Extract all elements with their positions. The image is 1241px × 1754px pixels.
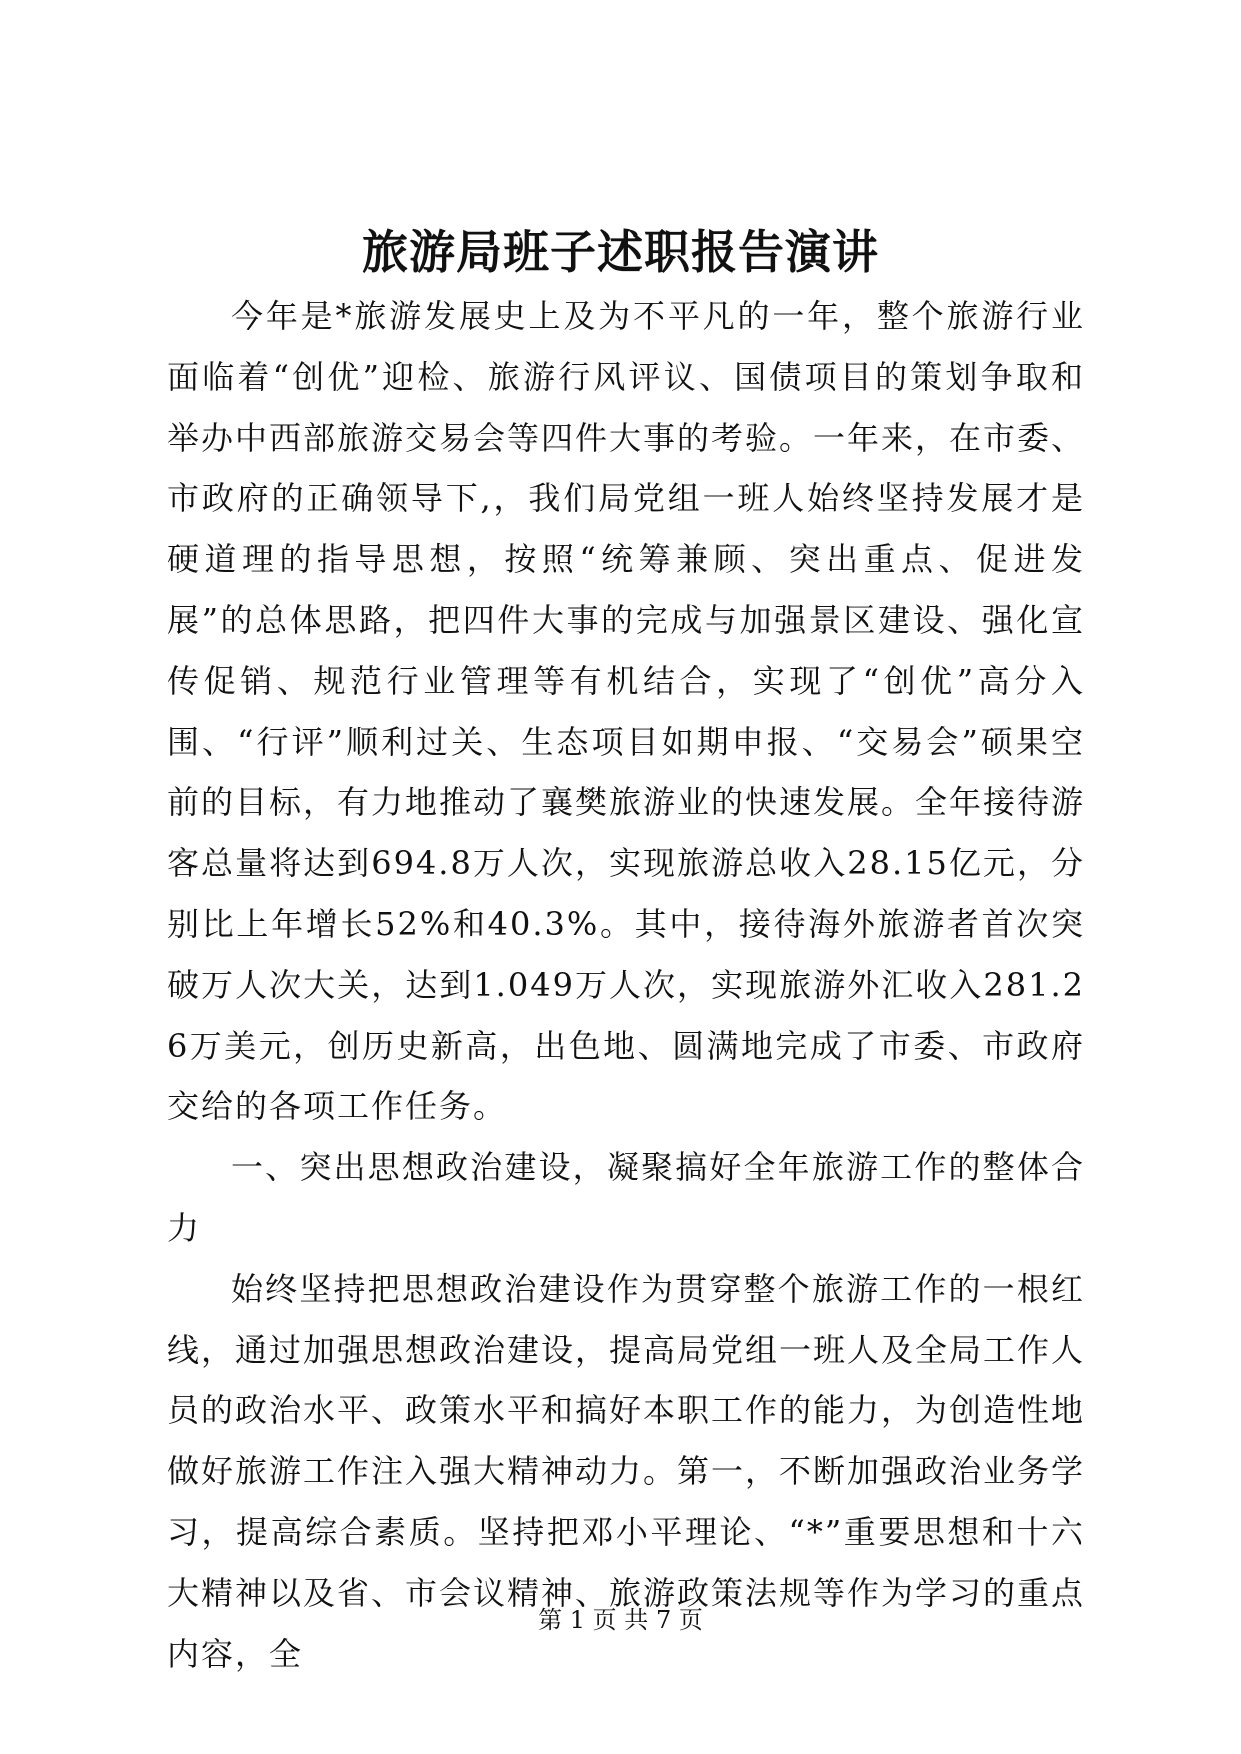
page-footer: 第 1 页 共 7 页 [538, 1606, 703, 1634]
paragraph-section-1: 始终坚持把思想政治建设作为贯穿整个旅游工作的一根红线，通过加强思想政治建设，提高局党组一班人及全局工作人员的政治水平、政策水平和搞好本职工作的能力，为创造性地做好旅游工作注入强大精神动力。第一，不断加强政治业务学习，提高综合素质。坚持把邓小平理论、“*”重要思想和十六大精神以及省、市会议精神、旅游政策法规等作为学习的重点内容，全 [167, 1269, 1086, 1673]
section-heading-1: 一、突出思想政治建设，凝聚搞好全年旅游工作的整体合力 [167, 1148, 1085, 1247]
document-title: 旅游局班子述职报告演讲 [362, 225, 879, 279]
paragraph-intro: 今年是*旅游发展史上及为不平凡的一年，整个旅游行业面临着“创优”迎检、旅游行风评议、国债项目的策划争取和举办中西部旅游交易会等四件大事的考验。一年来，在市委、市政府的正确领导下,，我们局党组一班人始终坚持发展才是硬道理的指导思想，按照“统筹兼顾、突出重点、促进发展”的总体思路，把四件大事的完成与加强景区建设、强化宣传促销、规范行业管理等有机结合，实现了“创优”高分入围、“行评”顺利过关、生态项目如期申报、“交易会”硕果空前的目标，有力地推动了襄樊旅游业的快速发展。全年接待游客总量将达到694.8万人次，实现旅游总收入28.15亿元，分别比上年增长52%和40.3%。其中，接待海外旅游者首次突破万人次大关，达到1.049万人次，实现旅游外汇收入281.26万美元，创历史新高，出色地、圆满地完成了市委、市政府交给的各项工作任务。 [167, 297, 1086, 1126]
document-body [167, 286, 1085, 1684]
